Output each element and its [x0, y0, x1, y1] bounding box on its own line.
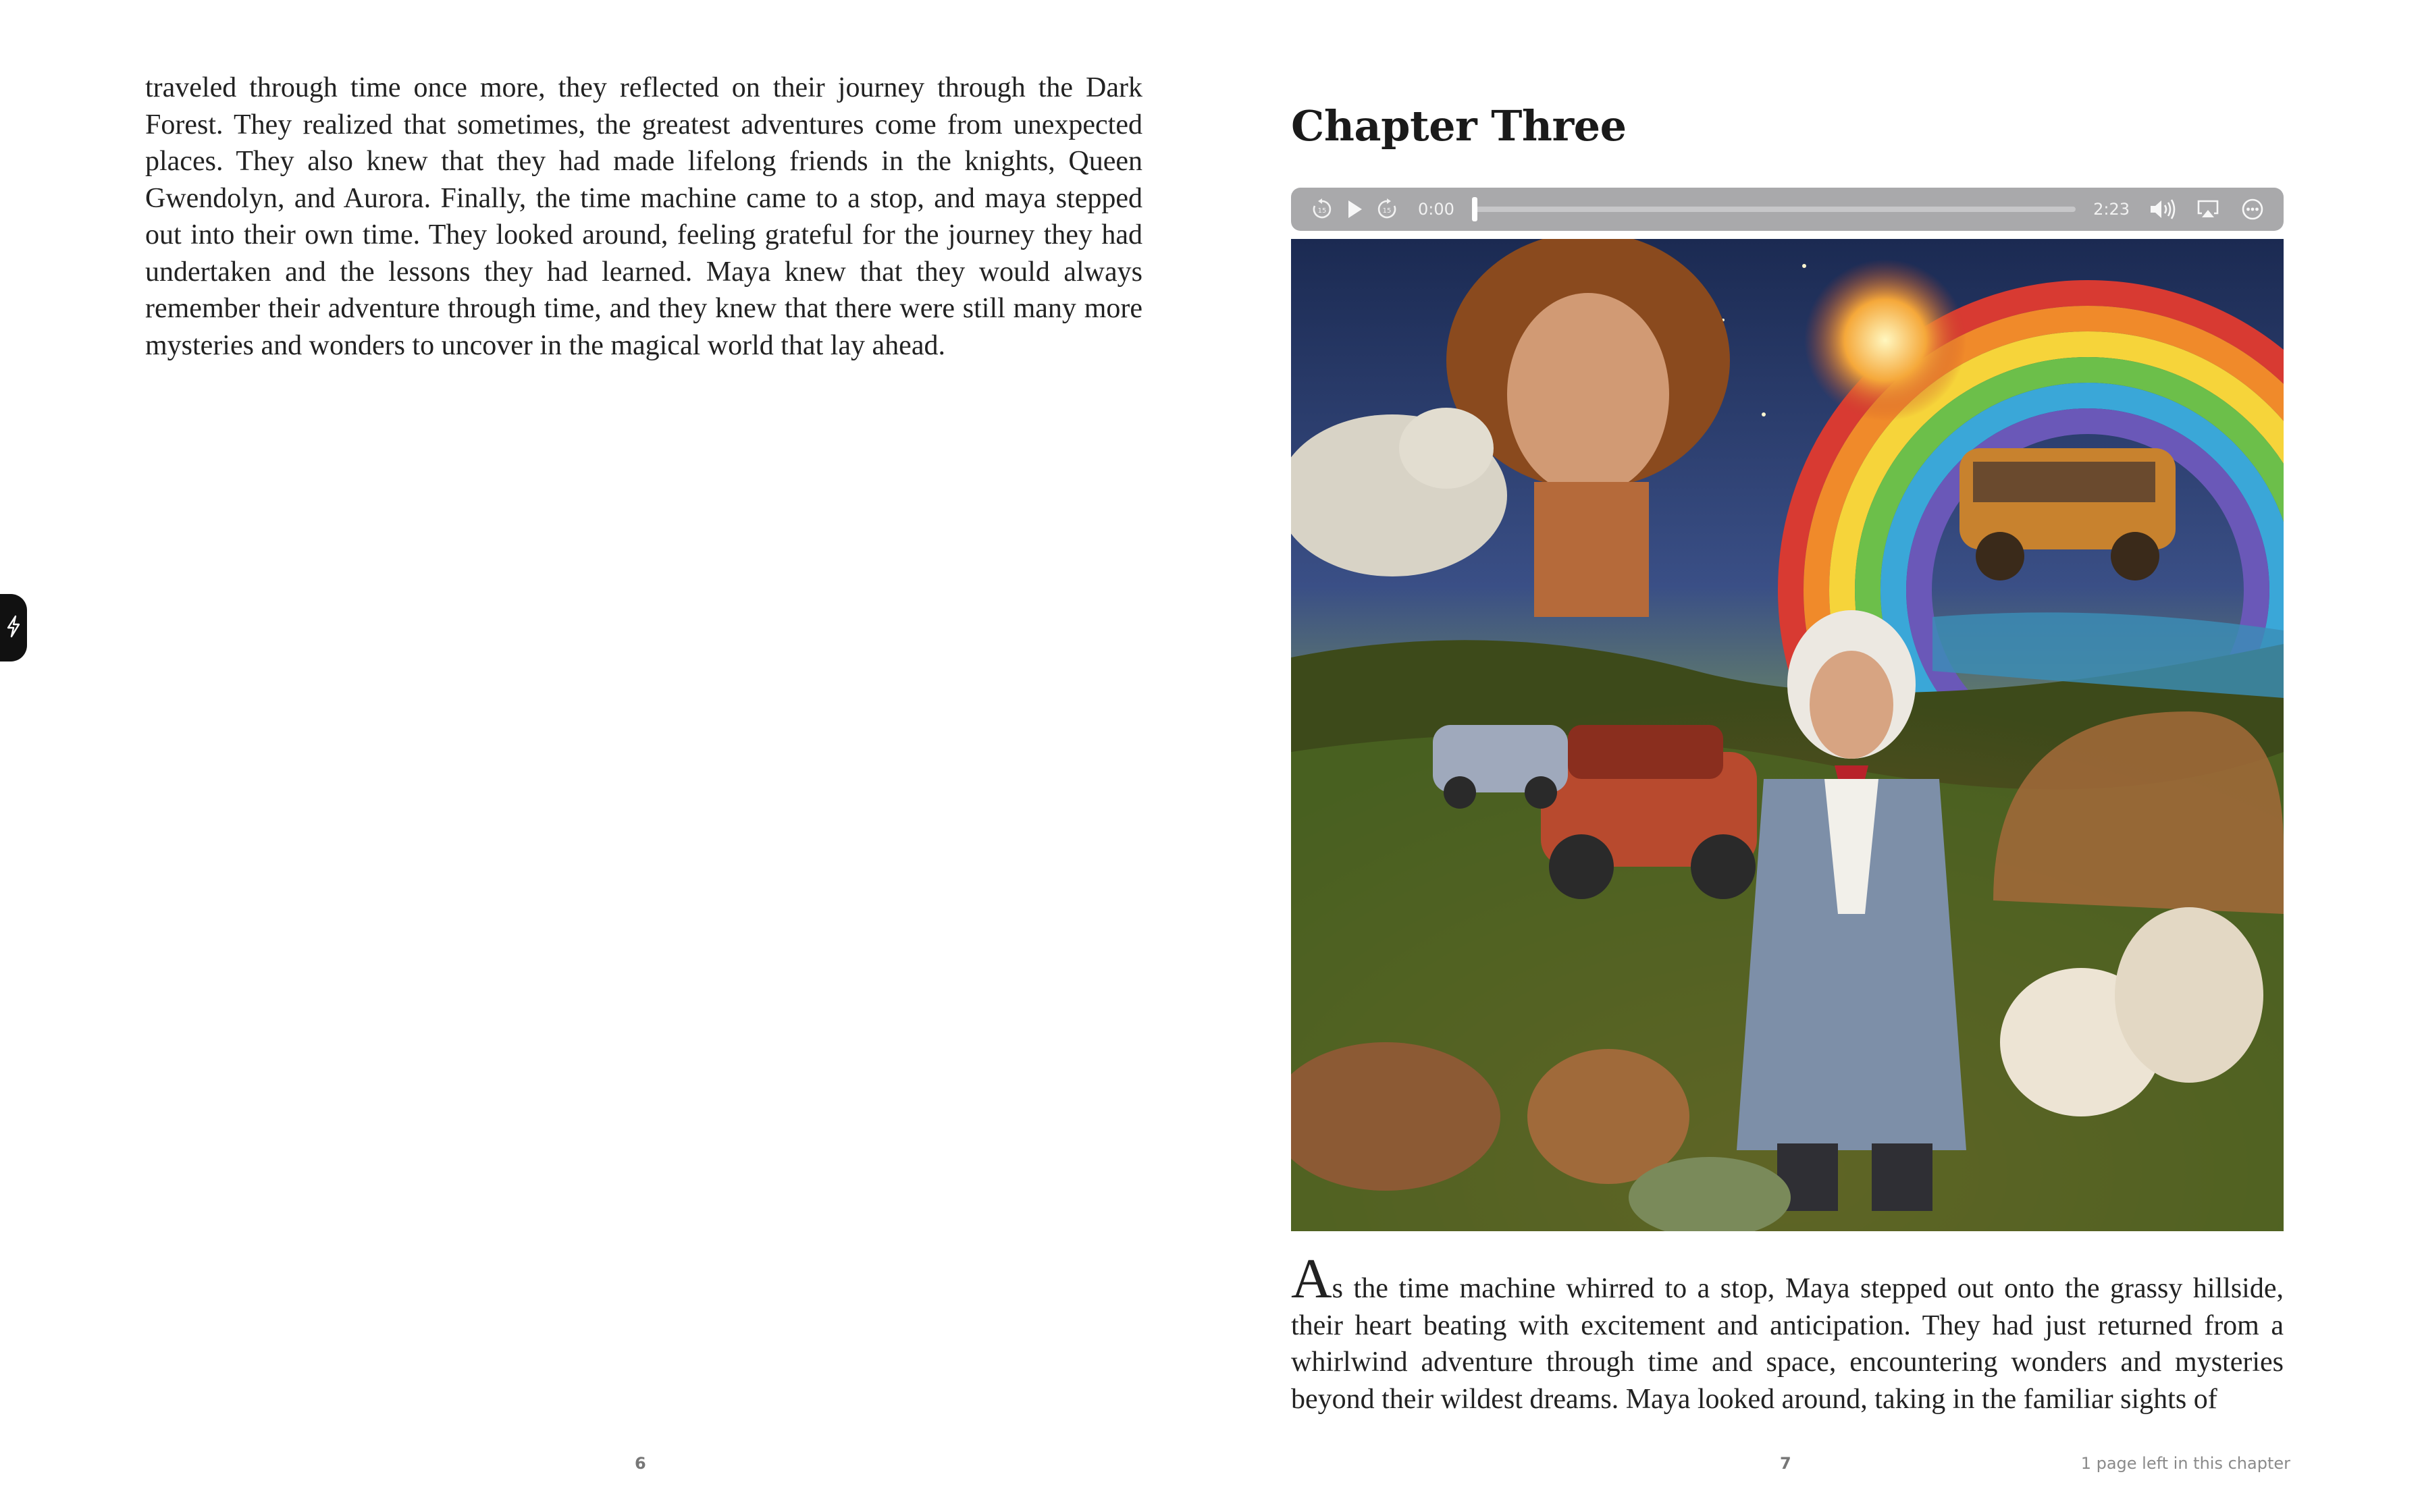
airplay-button[interactable] — [2192, 193, 2224, 225]
speaker-icon — [2149, 198, 2178, 221]
side-tab[interactable] — [0, 594, 27, 662]
chapter-title: Chapter Three — [1291, 101, 1627, 151]
page-number-right: 7 — [1780, 1454, 1791, 1473]
current-time: 0:00 — [1418, 200, 1454, 219]
more-icon — [2241, 198, 2264, 221]
progress-thumb[interactable] — [1472, 197, 1477, 221]
skip-forward-button[interactable] — [1371, 193, 1403, 225]
audio-player — [1291, 188, 2284, 231]
skip-back-button[interactable] — [1306, 193, 1338, 225]
total-time: 2:23 — [2093, 200, 2130, 219]
paragraph-text: s the time machine whirred to a stop, Maya stepped out onto the grassy hillside, their heart beating with excitement and anticipation. They had just returned from a whirlwind adventure through time and space, encountering wonders and mysteries beyond their wildest dreams. Maya looked around, taking in the familiar sights of — [1291, 1273, 2284, 1415]
chapter-illustration — [1291, 239, 2284, 1231]
rewind-15-icon — [1311, 198, 1334, 221]
progress-track[interactable] — [1472, 207, 2076, 212]
more-options-button[interactable] — [2236, 193, 2269, 225]
svg-text:15: 15 — [1317, 207, 1327, 215]
pages-left-indicator: 1 page left in this chapter — [2080, 1454, 2290, 1473]
play-icon — [1344, 198, 1365, 220]
play-button[interactable] — [1338, 193, 1371, 225]
forward-15-icon — [1375, 198, 1398, 221]
chapter-paragraph — [1291, 1247, 2284, 1418]
page-number-left: 6 — [635, 1454, 646, 1473]
lightning-icon — [5, 615, 22, 641]
drop-cap: A — [1291, 1247, 1332, 1310]
volume-button[interactable] — [2147, 193, 2180, 225]
left-page-text: traveled through time once more, they reflected on their journey through the Dark Forest. They realized that sometimes, the greatest adventures come from unexpected places. They also knew that they had made lifelong friends in the knights, Queen Gwendolyn, and Aurora. Finally, the time machine came to a stop, and maya stepped out into their own time. They looked around, feeling grateful for the journey they had undertaken and the lessons they had learned. Maya knew that they would always remember their adventure through time, and they knew that there were still many more mysteries and wonders to uncover in the magical world that lay ahead. — [145, 72, 1142, 361]
airplay-icon — [2196, 198, 2220, 220]
svg-text:15: 15 — [1382, 207, 1392, 215]
